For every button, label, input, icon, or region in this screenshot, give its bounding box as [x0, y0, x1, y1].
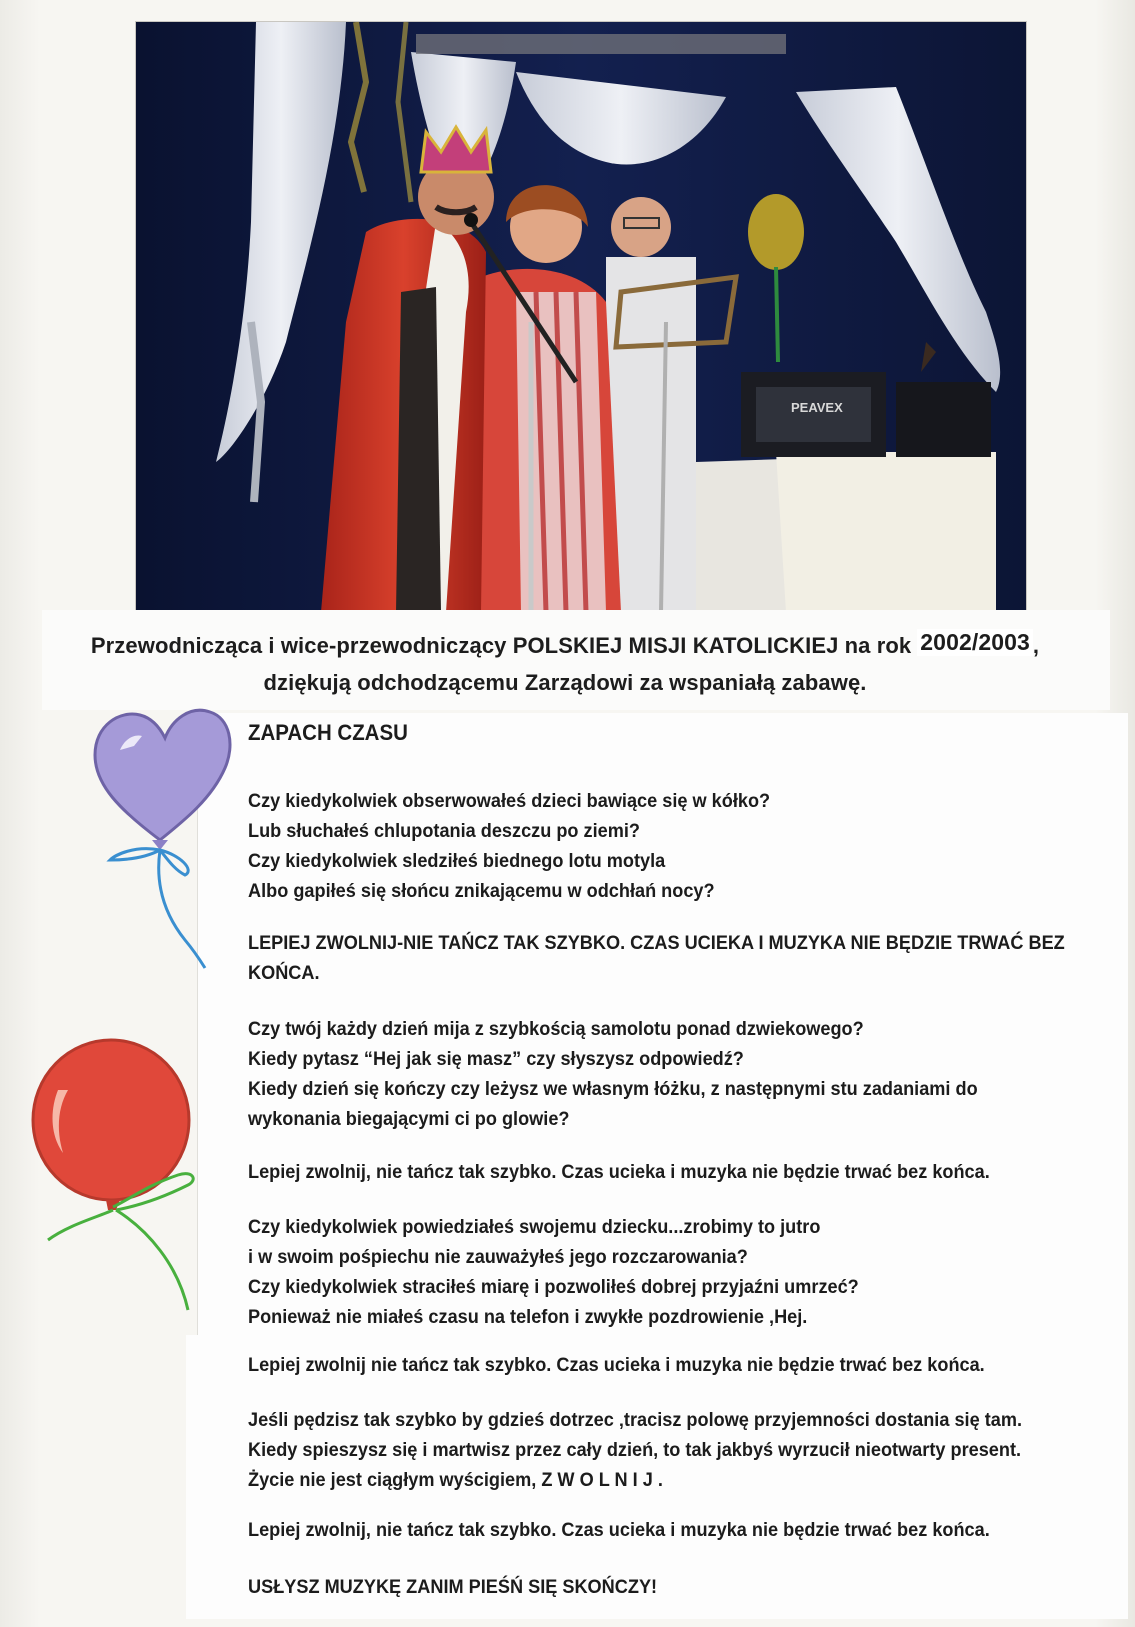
- poem-stanza-1: [248, 786, 770, 906]
- poem-title: ZAPACH CZASU: [248, 720, 408, 745]
- red-balloon-icon: [28, 1035, 228, 1325]
- poem-closing: USŁYSZ MUZYKĘ ZANIM PIEŚŃ SIĘ SKOŃCZY!: [248, 1576, 658, 1598]
- photo-caption-line2: dziękują odchodzącemu Zarządowi za wspaniałą zabawę.: [263, 670, 867, 695]
- poem-refrain-2: Lepiej zwolnij, nie tańcz tak szybko. Czas ucieka i muzyka nie będzie trwać bez końca.: [248, 1161, 990, 1183]
- stage-photo: [136, 22, 1026, 612]
- poem-line: Albo gapiłeś się słońcu znikającemu w odchłań nocy?: [248, 880, 715, 902]
- poem-line: Życie nie jest ciągłym wyścigiem, Z W O L N I J .: [248, 1469, 663, 1491]
- mixer-label: PEAVEX: [791, 400, 843, 415]
- poem-line: Kiedy spieszysz się i martwisz przez cały dzień, to tak jakbyś wyrzucił nieotwarty present.: [248, 1439, 1022, 1461]
- purple-heart-balloon-icon: [90, 700, 240, 980]
- poem-line: Czy kiedykolwiek straciłeś miarę i pozwoliłeś dobrej przyjaźni umrzeć?: [248, 1276, 859, 1298]
- poem-stanza-2: [248, 1014, 978, 1134]
- poem-refrain-4: Lepiej zwolnij, nie tańcz tak szybko. Czas ucieka i muzyka nie będzie trwać bez końca.: [248, 1519, 990, 1541]
- poem-refrain-3: Lepiej zwolnij nie tańcz tak szybko. Czas ucieka i muzyka nie będzie trwać bez końca.: [248, 1354, 985, 1376]
- caption-comma: ,: [1032, 633, 1040, 658]
- poem-stanza-4: [248, 1405, 1022, 1495]
- caption-year-tag: 2002/2003: [917, 629, 1033, 656]
- poem-line: wykonania biegającymi ci po glowie?: [248, 1108, 570, 1130]
- photo-caption-line1: [60, 629, 1070, 659]
- poem-line: Jeśli pędzisz tak szybko by gdzieś dotrzec ‚tracisz polowę przyjemności dostania się tam.: [248, 1409, 1023, 1431]
- poem-line: Czy kiedykolwiek sledziłeś biednego lotu motyla: [248, 850, 666, 872]
- poem-line: Lub słuchałeś chlupotania deszczu po ziemi?: [248, 820, 640, 842]
- poem-line: Czy kiedykolwiek obserwowałeś dzieci bawiące się w kółko?: [248, 790, 771, 812]
- poem-line: Czy twój każdy dzień mija z szybkością samolotu ponad dzwiekowego?: [248, 1018, 864, 1040]
- poem-line: Czy kiedykolwiek powiedziałeś swojemu dziecku...zrobimy to jutro: [248, 1216, 821, 1238]
- poem-stanza-3: [248, 1212, 859, 1332]
- poem-line: i w swoim pośpiechu nie zauważyłeś jego rozczarowania?: [248, 1246, 748, 1268]
- poem-line: Ponieważ nie miałeś czasu na telefon i zwykłe pozdrowienie ‚Hej.: [248, 1306, 808, 1328]
- poem-line: Kiedy pytasz “Hej jak się masz” czy słyszysz odpowiedź?: [248, 1048, 744, 1070]
- poem-line: LEPIEJ ZWOLNIJ-NIE TAŃCZ TAK SZYBKO. CZAS UCIEKA I MUZYKA NIE BĘDZIE TRWAĆ BEZ: [248, 932, 1065, 954]
- poem-line: KOŃCA.: [248, 962, 320, 984]
- poem-refrain-1: [248, 928, 1065, 988]
- poem-line: Kiedy dzień się kończy czy leżysz we własnym łóżku, z następnymi stu zadaniami do: [248, 1078, 978, 1100]
- caption-text: Przewodnicząca i wice-przewodniczący POLSKIEJ MISJI KATOLICKIEJ na rok: [90, 633, 912, 658]
